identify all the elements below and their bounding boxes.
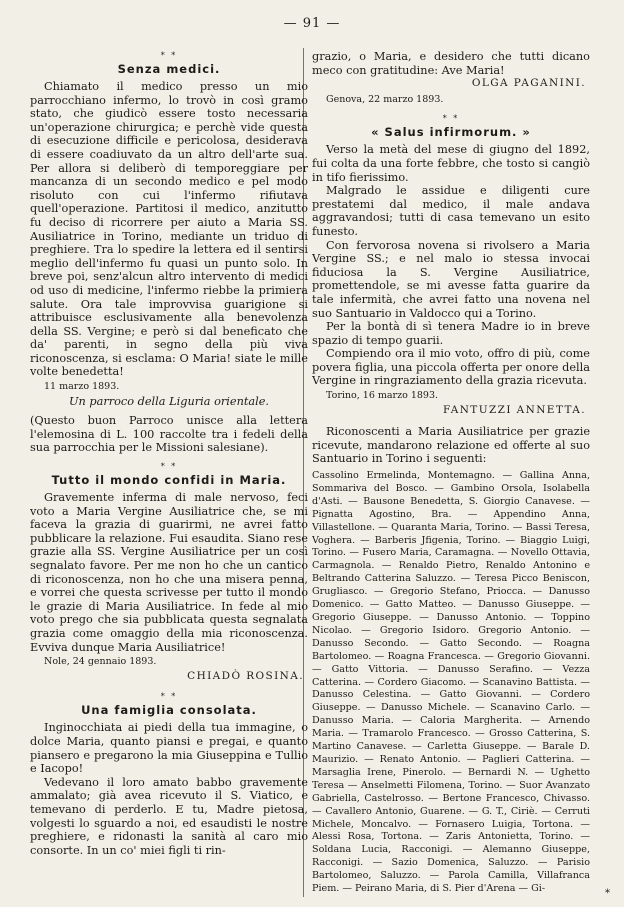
page-number: — 91 — [283,16,341,31]
article-body: Inginocchiata ai piedi della tua immagine, o dolce Maria, quanto piansi e pregai, e quanto piansero e pregarono la mia Giuseppina e Tullio e Iacopo! [30,721,308,776]
article-date: 11 marzo 1893. [44,381,120,393]
article-body: Verso la metà del mese di giugno del 1892, fui colta da una forte febbre, che tosto si cangiò in tifo fierissimo. [312,143,590,184]
article-body: Chiamato il medico presso un mio parrocchiano infermo, lo trovò in così gramo stato, che giudicò essere tosto necessaria un'operazione chirurgica; e perchè vide questa di esecuzione difficile e pericolosa, desiderava di essere coadiuvato da un altro dell'arte sua. Per allora si deliberò di temporeggiare per mancanza di un secondo medico e pel modo risoluto con cui l'infermo rifiutava quell'operazione. Partitosi il medico, anzitutto fu deciso di ricorrere per aiuto a Maria SS. Ausiliatrice in Torino, mediante un triduo di preghiere. Tra lo spedire la lettera ed il sentirsi meglio dell'infermo fu quasi un punto solo. In breve poi, senz'alcun altro intervento di medici od uso di medicine, l'infermo riebbe la primiera salute. Ora tale improvvisa guarigione si attribuisce esclusivamente alla benevolenza della SS. Vergine; e però si dal beneficato che da' parenti, in segno della più viva riconoscenza, si esclama: O Maria! siate le mille volte benedetta! [30,80,308,379]
thanks-intro: Riconoscenti a Maria Ausiliatrice per grazie ricevute, mandarono relazione ed offerte al suo Santuario in Torino i seguenti: [312,425,590,466]
article-body: Compiendo ora il mio voto, offro di più, come povera figlia, una piccola offerta per onore della Vergine in ringraziamento della grazia ricevuta. [312,347,590,388]
right-column [312,50,590,899]
footer-star-mark: * [605,888,610,899]
editor-note: (Questo buon Parroco unisce alla lettera l'elemosina di L. 100 raccolte tra i fedeli della sua parrocchia per le Missioni salesiane). [30,414,308,455]
article-signature: OLGA PAGANINI. [471,77,586,90]
article-body: Vedevano il loro amato babbo gravemente ammalato; già avea ricevuto il S. Viatico, e temevano di perderlo. E tu, Madre pietosa, volgesti lo sguardo a noi, ed esaudisti le nostre preghiere, e ridonasti la sanità al caro mio consorte. In un co' miei figli ti rin- [30,775,308,857]
article-body: Per la bontà di sì tenera Madre io in breve spazio di tempo guarii. [312,320,590,347]
section-stars: * * [160,692,178,702]
article-date: Genova, 22 marzo 1893. [326,93,444,105]
donor-list: Cassolino Ermelinda, Montemagno. — Gallina Anna, Sommariva del Bosco. — Gambino Orsola, Isolabella d'Asti. — Bausone Benedetta, S. Giorgio Canavese. — Pignatta Agostino, Bra. — Appendino Anna, Villastellone. — Quaranta Maria, Torino. — Bassi Teresa, Voghera. — Barberis Jfigenia, Torino. — Biaggio Luigi, Torino. — Fusero Maria, Caramagna. — Novello Ottavia, Carmagnola. — Renaldo Pietro, Renaldo Antonino e Beltrando Catterina Saluzzo. — Teresa Picco Beniscon, Grugliasco. — Gregorio Stefano, Priocca. — Danusso Domenico. — Gatto Matteo. — Danusso Giuseppe. — Gregorio Giuseppe. — Danusso Antonio. — Toppino Nicolao. — Gregorio Isidoro. Gregorio Antonio. — Danusso Secondo. — Gatto Secondo. — Roagna Bartolomeo. — Roagna Francesca. — Gregorio Giovanni. — Gatto Vittoria. — Danusso Serafino. — Vezza Catterina. — Cordero Giacomo. — Scanavino Battista. — Danusso Celestina. — Gatto Giovanni. — Cordero Giuseppe. — Danusso Michele. — Scanavino Carlo. — Danusso Maria. — Caloria Margherita. — Arnendo Maria. — Tramarolo Francesco. — Grosso Catterina, S. Martino Canavese. — Carletta Giuseppe. — Barale D. Maurizio. — Renato Antonio. — Paglieri Catterina. — Marsaglia Irene, Pinerolo. — Bernardi N. — Ughetto Teresa — Anselmetti Filomena, Torino. — Suor Avanzato Gabriella, Castelrosso. — Bertone Francesco, Chivasso. — Cavallero Antonio, Guarene. — G. T., Ciriè. — Cerruti Michele, Moncalvo. — Fornasero Luigia, Tortona. — Alessi Rosa, Tortona. — Zaris Antonietta, Torino. — Soldana Lucia, Racconigi. — Alemanno Giuseppe, Racconigi. — Sazio Domenica, Saluzzo. — Parisio Bartolomeo, Saluzzo. — Parola Camilla, Villafranca Piem. — Peirano Maria, di S. Pier d'Arena — Gi- [312,470,590,895]
article-signature: Un parroco della Liguria orientale. [68,394,270,408]
article-date: Nole, 24 gennaio 1893. [44,656,157,668]
left-column [30,50,308,899]
article-body: Malgrado le assidue e diligenti cure prestatemi dal medico, il male andava aggravandosi; tutti di casa temevano un esito funesto. [312,184,590,238]
section-stars: * * [442,114,460,124]
section-title-senza-medici: Senza medici. [117,62,221,76]
section-title-salus-infirmorum: « Salus infirmorum. » [371,125,531,140]
section-stars: * * [160,462,178,472]
section-title-famiglia-consolata: Una famiglia consolata. [81,703,257,718]
article-signature: CHIADÒ ROSINA. [187,669,304,682]
section-stars: * * [160,51,178,60]
article-body: Con fervorosa novena si rivolsero a Maria Vergine SS.; e nel malo io stessa invocai fiduciosa la S. Vergine Ausiliatrice, promettendole, se mi avesse fatta guarire da tale infermità, che avrei fatto una novena nel suo Santuario in Valdocco qui a Torino. [312,238,590,320]
section-title-tutto-il-mondo: Tutto il mondo confidi in Maria. [51,473,287,488]
article-date: Torino, 16 marzo 1893. [326,390,439,402]
article-signature: FANTUZZI ANNETTA. [442,403,586,416]
article-body: grazio, o Maria, e desidero che tutti dicano meco con gratitudine: Ave Maria! [312,50,590,77]
article-body: Gravemente inferma di male nervoso, feci voto a Maria Vergine Ausiliatrice che, se mi faceva la grazia di guarirmi, ne avrei fatto pubblicare la relazione. Fui esaudita. Siano rese grazie alla SS. Vergine Ausiliatrice per un così segnalato favore. Per me non ho che un cantico di riconoscenza, non ho che una misera penna, e vorrei che questa scrivesse per tutto il mondo le grazie di Maria Ausiliatrice. In fede al mio voto prego che sia pubblicata questa segnalata grazia come omaggio della mia riconoscenza. Evviva dunque Maria Ausiliatrice! [30,491,308,654]
